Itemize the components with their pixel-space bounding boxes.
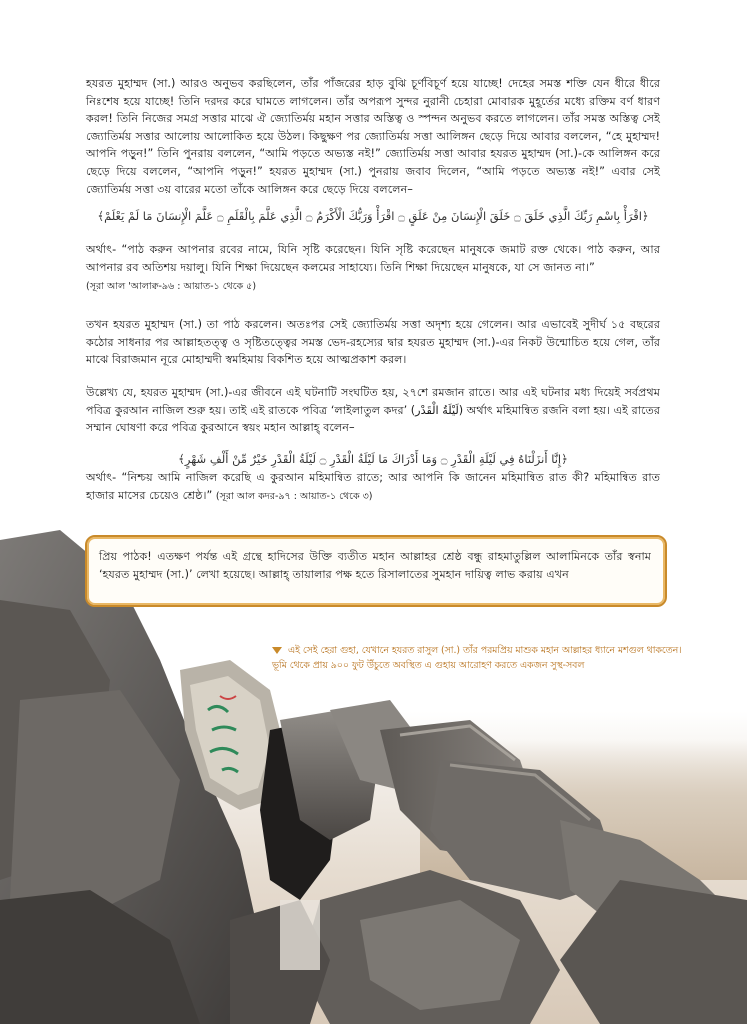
verse-2-meaning-text: অর্থাৎ- “নিশ্চয় আমি নাজিল করেছি এ কুরআন মহিমান্বিত রাতে; আর আপনি কি জানেন মহিমান্বিত রাত কী? মহিমান্বিত রাত হাজার মাসের চেয়েও শ্রেষ্ঠ।”: [86, 471, 660, 502]
caption-arrow-icon: [272, 647, 282, 654]
verse-2-meaning: [86, 469, 660, 505]
arabic-verse-2: ﴿إِنَّا أَنزَلْنَاهُ فِي لَيْلَةِ الْقَدْرِ ۝ وَمَا أَدْرَاكَ مَا لَيْلَةُ الْقَدْرِ ۝ لَيْلَةُ الْقَدْرِ خَيْرٌ مِّنْ أَلْفِ شَهْرٍ﴾: [178, 452, 568, 466]
verse-1-meaning: অর্থাৎ- “পাঠ করুন আপনার রবের নামে, যিনি সৃষ্টি করেছেন। যিনি সৃষ্টি করেছেন মানুষকে জমাট রক্ত থেকে। পাঠ করুন, আর আপনার রব অতিশয় দয়ালু। যিনি শিক্ষা দিয়েছেন কলমের সাহায্যে। তিনি শিক্ষা দিয়েছেন মানুষকে, যা সে জানত না।”: [86, 243, 660, 274]
photo-caption-text: এই সেই হেরা গুহা, যেখানে হযরত রাসুল (সা.) তাঁর পরমপ্রিয় মাশুক মহান আল্লাহর ধ্যানে মশগুল থাকতেন। ভূমি থেকে প্রায় ৯০০ ফুট উঁচুতে অবস্থিত এ গুহায় আরোহণ করতে একজন সুস্থ-সবল: [272, 645, 682, 671]
reader-note-box: [85, 535, 667, 607]
verse-1-reference: (সূরা আল 'আলাক্ব-৯৬ : আয়াত-১ থেকে ৫): [86, 281, 257, 292]
arabic-verse-1: ﴿اقْرَأْ بِاسْمِ رَبِّكَ الَّذِي خَلَقَ ۝ خَلَقَ الْإِنسَانَ مِنْ عَلَقٍ ۝ اقْرَأْ وَرَبُّكَ الْأَكْرَمُ ۝ الَّذِي عَلَّمَ بِالْقَلَمِ ۝ عَلَّمَ الْإِنسَانَ مَا لَمْ يَعْلَمْ﴾: [97, 209, 649, 223]
photo-caption: [272, 643, 692, 673]
paragraph-1: হযরত মুহাম্মদ (সা.) আরও অনুভব করছিলেন, তাঁর পাঁজরের হাড় বুঝি চূর্ণবিচূর্ণ হয়ে যাচ্ছে! দেহের সমস্ত শক্তি যেন ধীরে ধীরে নিঃশেষ হয়ে যাচ্ছে! তিনি দরদর করে ঘামতে লাগলেন। তাঁর অপরূপ সুন্দর নুরানী চেহারা মোবারক মুহূর্তের মধ্যে রক্তিম বর্ণ ধারণ করল! তিনি নিজের সমগ্র সত্তার মাঝে ঐ জ্যোতির্ময় মহান সত্তার অস্তিত্ব ও স্পন্দন অনুভব করতে লাগলেন। তাঁর সমস্ত অস্তিত্ব সেই জ্যোতির্ময় সত্তার আলোয় আলোকিত হয়ে উঠল। কিছুক্ষণ পর জ্যোতির্ময় সত্তা আলিঙ্গন ছেড়ে দিয়ে আবার বললেন, “হে মুহাম্মদ! আপনি পড়ুন!” তিনি পুনরায় বললেন, “আমি পড়তে অভ্যস্ত নই!” জ্যোতির্ময় সত্তা আবার হযরত মুহাম্মদ (সা.)-কে আলিঙ্গন করে ছেড়ে দিয়ে বললেন, “আপনি পড়ুন!” হযরত মুহাম্মদ (সা.) পুনরায় জবাব দিলেন, “আমি পড়তে অভ্যস্ত নই!” এবার সেই জ্যোতির্ময় সত্তা ৩য় বারের মতো তাঁকে আলিঙ্গন করে ছেড়ে দিয়ে বললেন–: [86, 77, 660, 196]
verse-2-reference: (সূরা আল কদর-৯৭ : আয়াত-১ থেকে ৩): [215, 490, 373, 502]
reader-note-text: প্রিয় পাঠক! এতক্ষণ পর্যন্ত এই গ্রন্থে হাদিসের উক্তি ব্যতীত মহান আল্লাহর শ্রেষ্ঠ বন্ধু রাহমাতুল্লিল আলামিনকে তাঁর স্বনাম ‘হযরত মুহাম্মদ (সা.)’ লেখা হয়েছে। আল্লাহ্ তায়ালার পক্ষ হতে রিসালাতের সুমহান দায়িত্ব লাভ করায় এখন: [99, 550, 651, 581]
paragraph-3: তখন হযরত মুহাম্মদ (সা.) তা পাঠ করলেন। অতঃপর সেই জ্যোতির্ময় সত্তা অদৃশ্য হয়ে গেলেন। আর এভাবেই সুদীর্ঘ ১৫ বছরের কঠোর সাধনার পর আল্লাহতত্ত্ব ও সৃষ্টিতত্ত্বের সমস্ত ভেদ-রহস্যের দ্বার হযরত মুহাম্মদ (সা.)-এর নিকট উন্মোচিত হয়ে গেল, তাঁর মাঝে বিরাজমান নূরে মোহাম্মদী স্বমহিমায় বিকশিত হয়ে আত্মপ্রকাশ করল।: [86, 318, 660, 367]
paragraph-4: উল্লেখ্য যে, হযরত মুহাম্মদ (সা.)-এর জীবনে এই ঘটনাটি সংঘটিত হয়, ২৭শে রমজান রাতে। আর এই ঘটনার মধ্য দিয়েই সর্বপ্রথম পবিত্র কুরআন নাজিল শুরু হয়। তাই এই রাতকে পবিত্র ‘লাইলাতুল কদর’ (لَيْلَةُ الْقَدْر) অর্থাৎ মহিমান্বিত রজনি বলা হয়। এই রাতের সম্মান ঘোষণা করে পবিত্র কুরআনে স্বয়ং মহান আল্লাহ্ বলেন–: [86, 386, 661, 435]
